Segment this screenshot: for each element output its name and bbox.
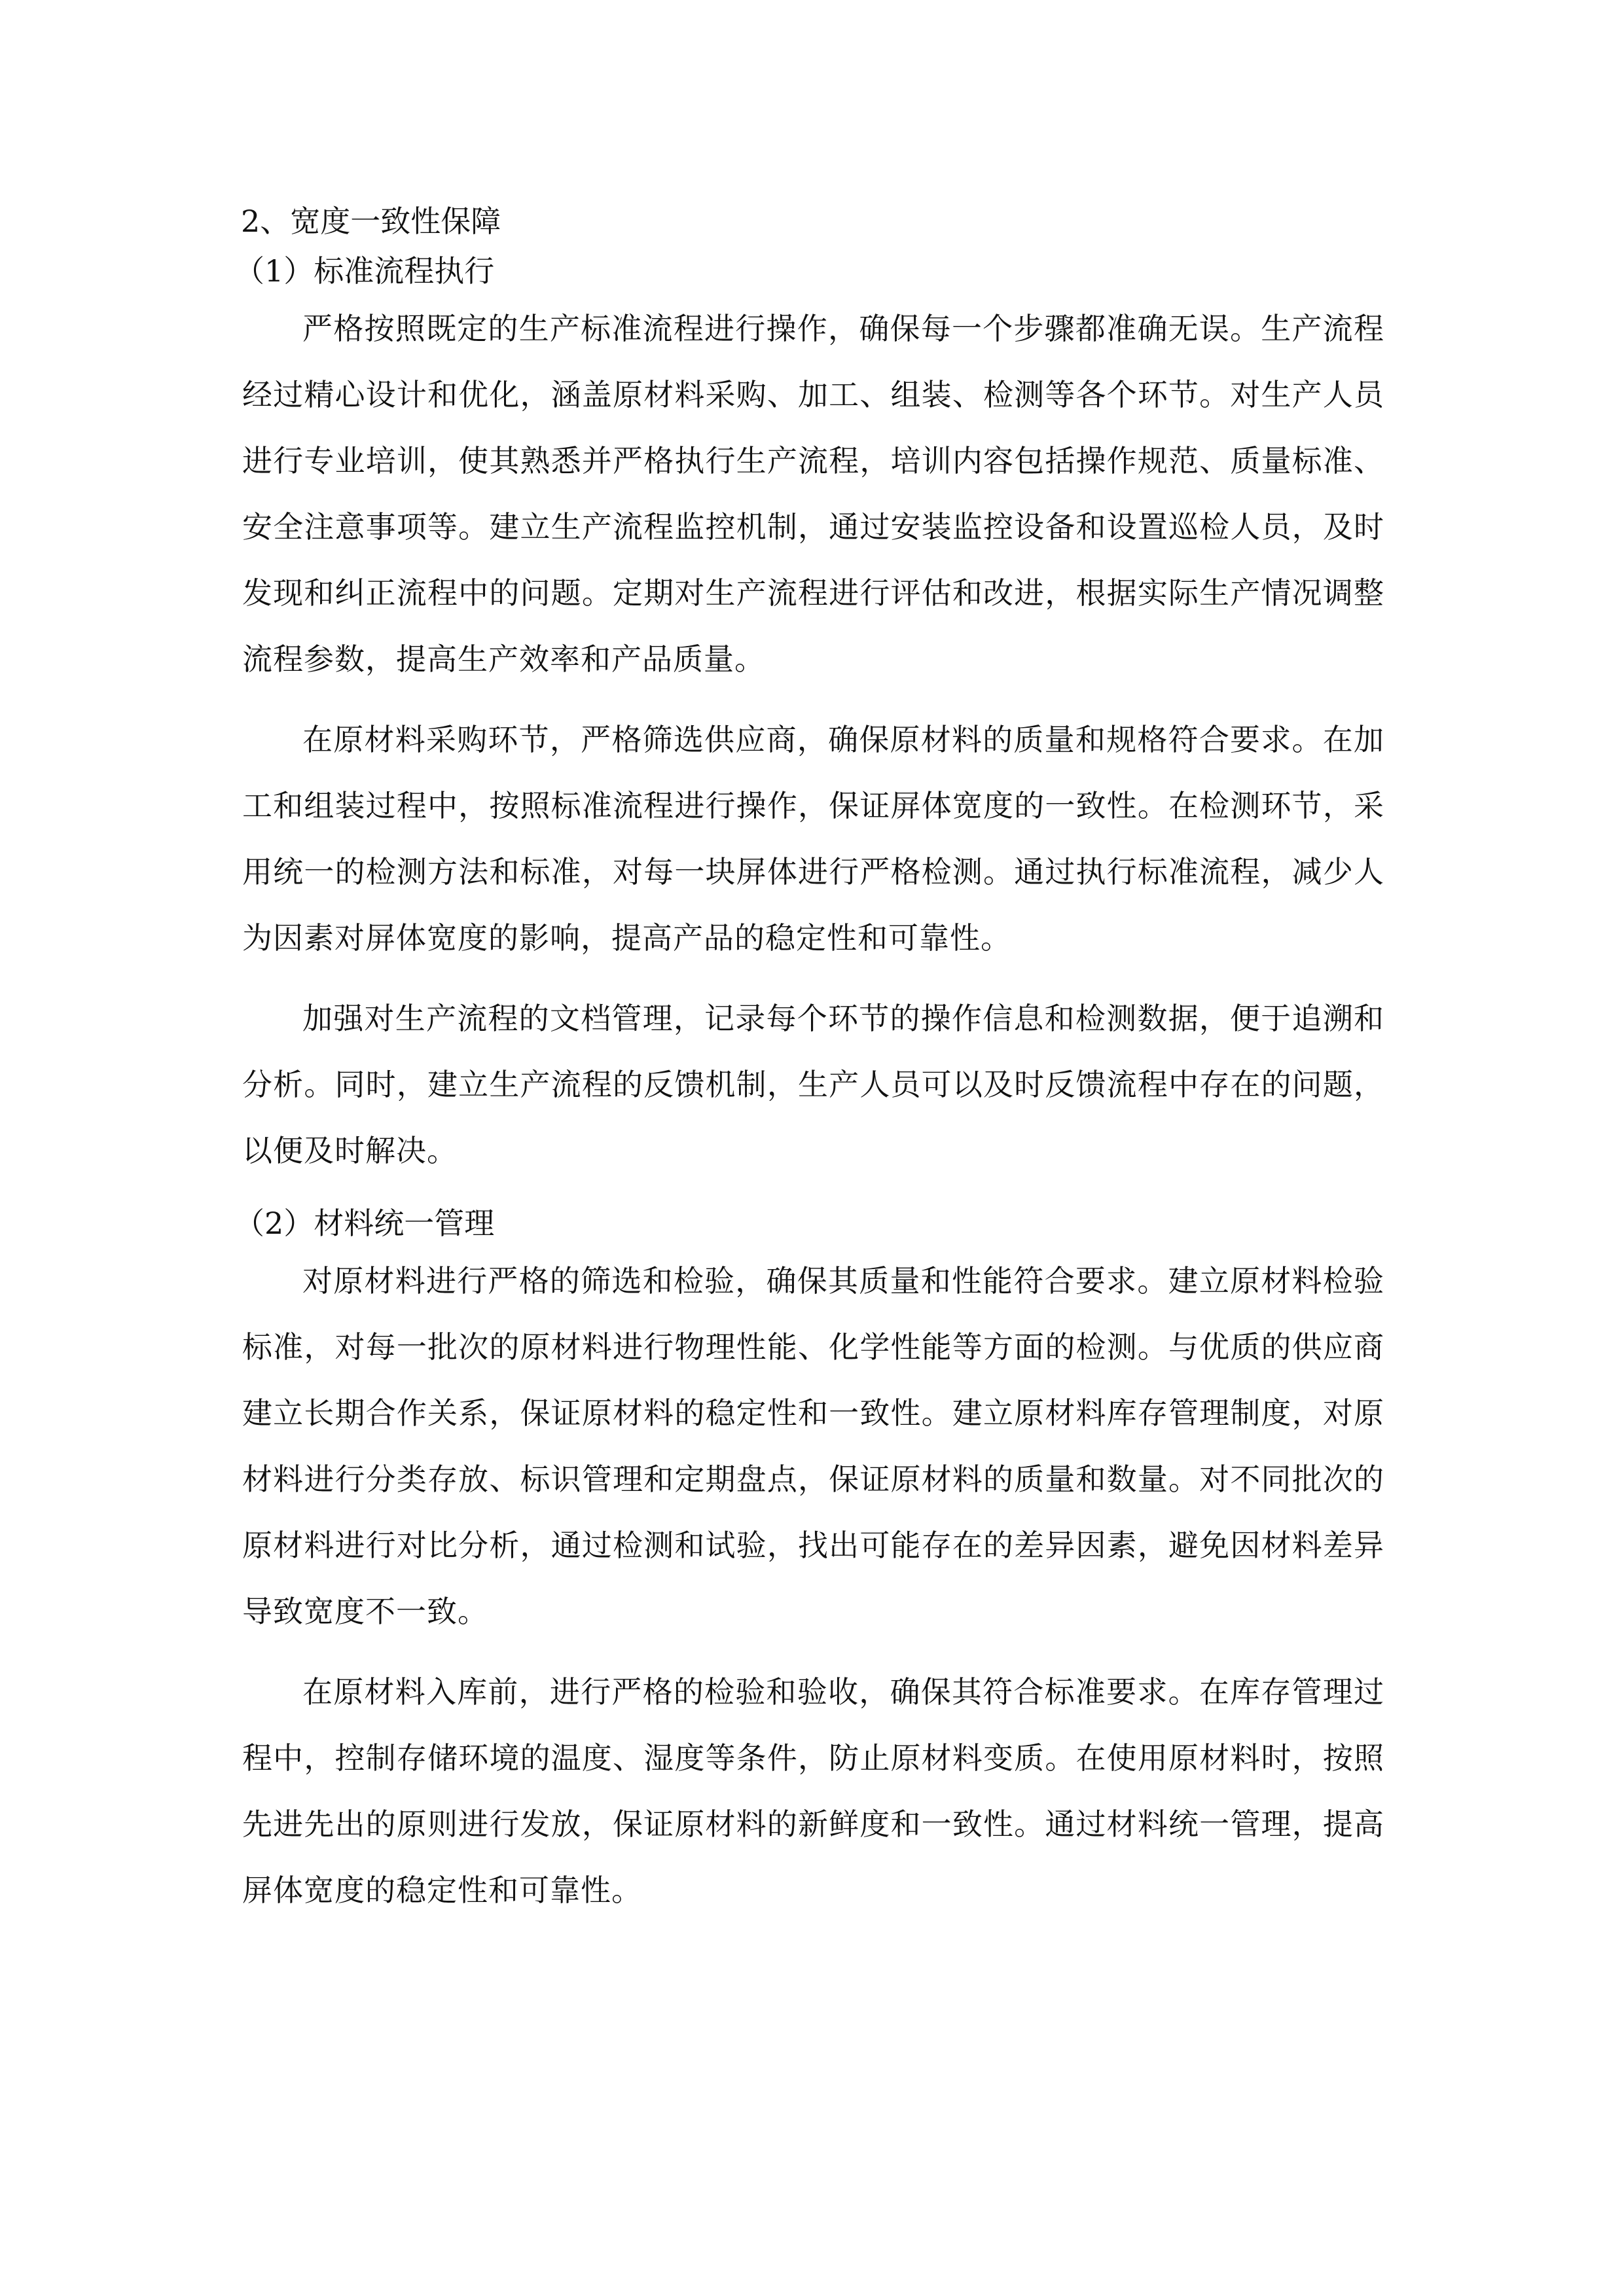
paragraph: 加强对生产流程的文档管理，记录每个环节的操作信息和检测数据，便于追溯和分析。同时，建立生产流程的反馈机制，生产人员可以及时反馈流程中存在的问题，以便及时解决。: [242, 1001, 1384, 1168]
paragraph: 对原材料进行严格的筛选和检验，确保其质量和性能符合要求。建立原材料检验标准，对每一批次的原材料进行物理性能、化学性能等方面的检测。与优质的供应商建立长期合作关系，保证原材料的稳定性和一致性。建立原材料库存管理制度，对原材料进行分类存放、标识管理和定期盘点，保证原材料的质量和数量。对不同批次的原材料进行对比分析，通过检测和试验，找出可能存在的差异因素，避免因材料差异导致宽度不一致。: [242, 1263, 1384, 1629]
paragraph: 严格按照既定的生产标准流程进行操作，确保每一个步骤都准确无误。生产流程经过精心设计和优化，涵盖原材料采购、加工、组装、检测等各个环节。对生产人员进行专业培训，使其熟悉并严格执行生产流程，培训内容包括操作规范、质量标准、安全注意事项等。建立生产流程监控机制，通过安装监控设备和设置巡检人员，及时发现和纠正流程中的问题。定期对生产流程进行评估和改进，根据实际生产情况调整流程参数，提高生产效率和产品质量。: [242, 311, 1384, 677]
section-gap: [242, 1184, 1384, 1198]
subsection-heading-material-management: （2）材料统一管理: [234, 1206, 495, 1241]
paragraph: 在原材料采购环节，严格筛选供应商，确保原材料的质量和规格符合要求。在加工和组装过程中，按照标准流程进行操作，保证屏体宽度的一致性。在检测环节，采用统一的检测方法和标准，对每一块屏体进行严格检测。通过执行标准流程，减少人为因素对屏体宽度的影响，提高产品的稳定性和可靠性。: [242, 722, 1384, 956]
subsection-heading-standard-process: （1）标准流程执行: [234, 253, 495, 289]
subsection-body-material-management: [242, 1248, 1384, 1924]
section-heading: 2、宽度一致性保障: [241, 204, 501, 239]
paragraph: 在原材料入库前，进行严格的检验和验收，确保其符合标准要求。在库存管理过程中，控制存储环境的温度、湿度等条件，防止原材料变质。在使用原材料时，按照先进先出的原则进行发放，保证原材料的新鲜度和一致性。通过材料统一管理，提高屏体宽度的稳定性和可靠性。: [242, 1674, 1384, 1908]
document-body: [234, 196, 1384, 1924]
subsection-body-standard-process: [242, 296, 1384, 1184]
